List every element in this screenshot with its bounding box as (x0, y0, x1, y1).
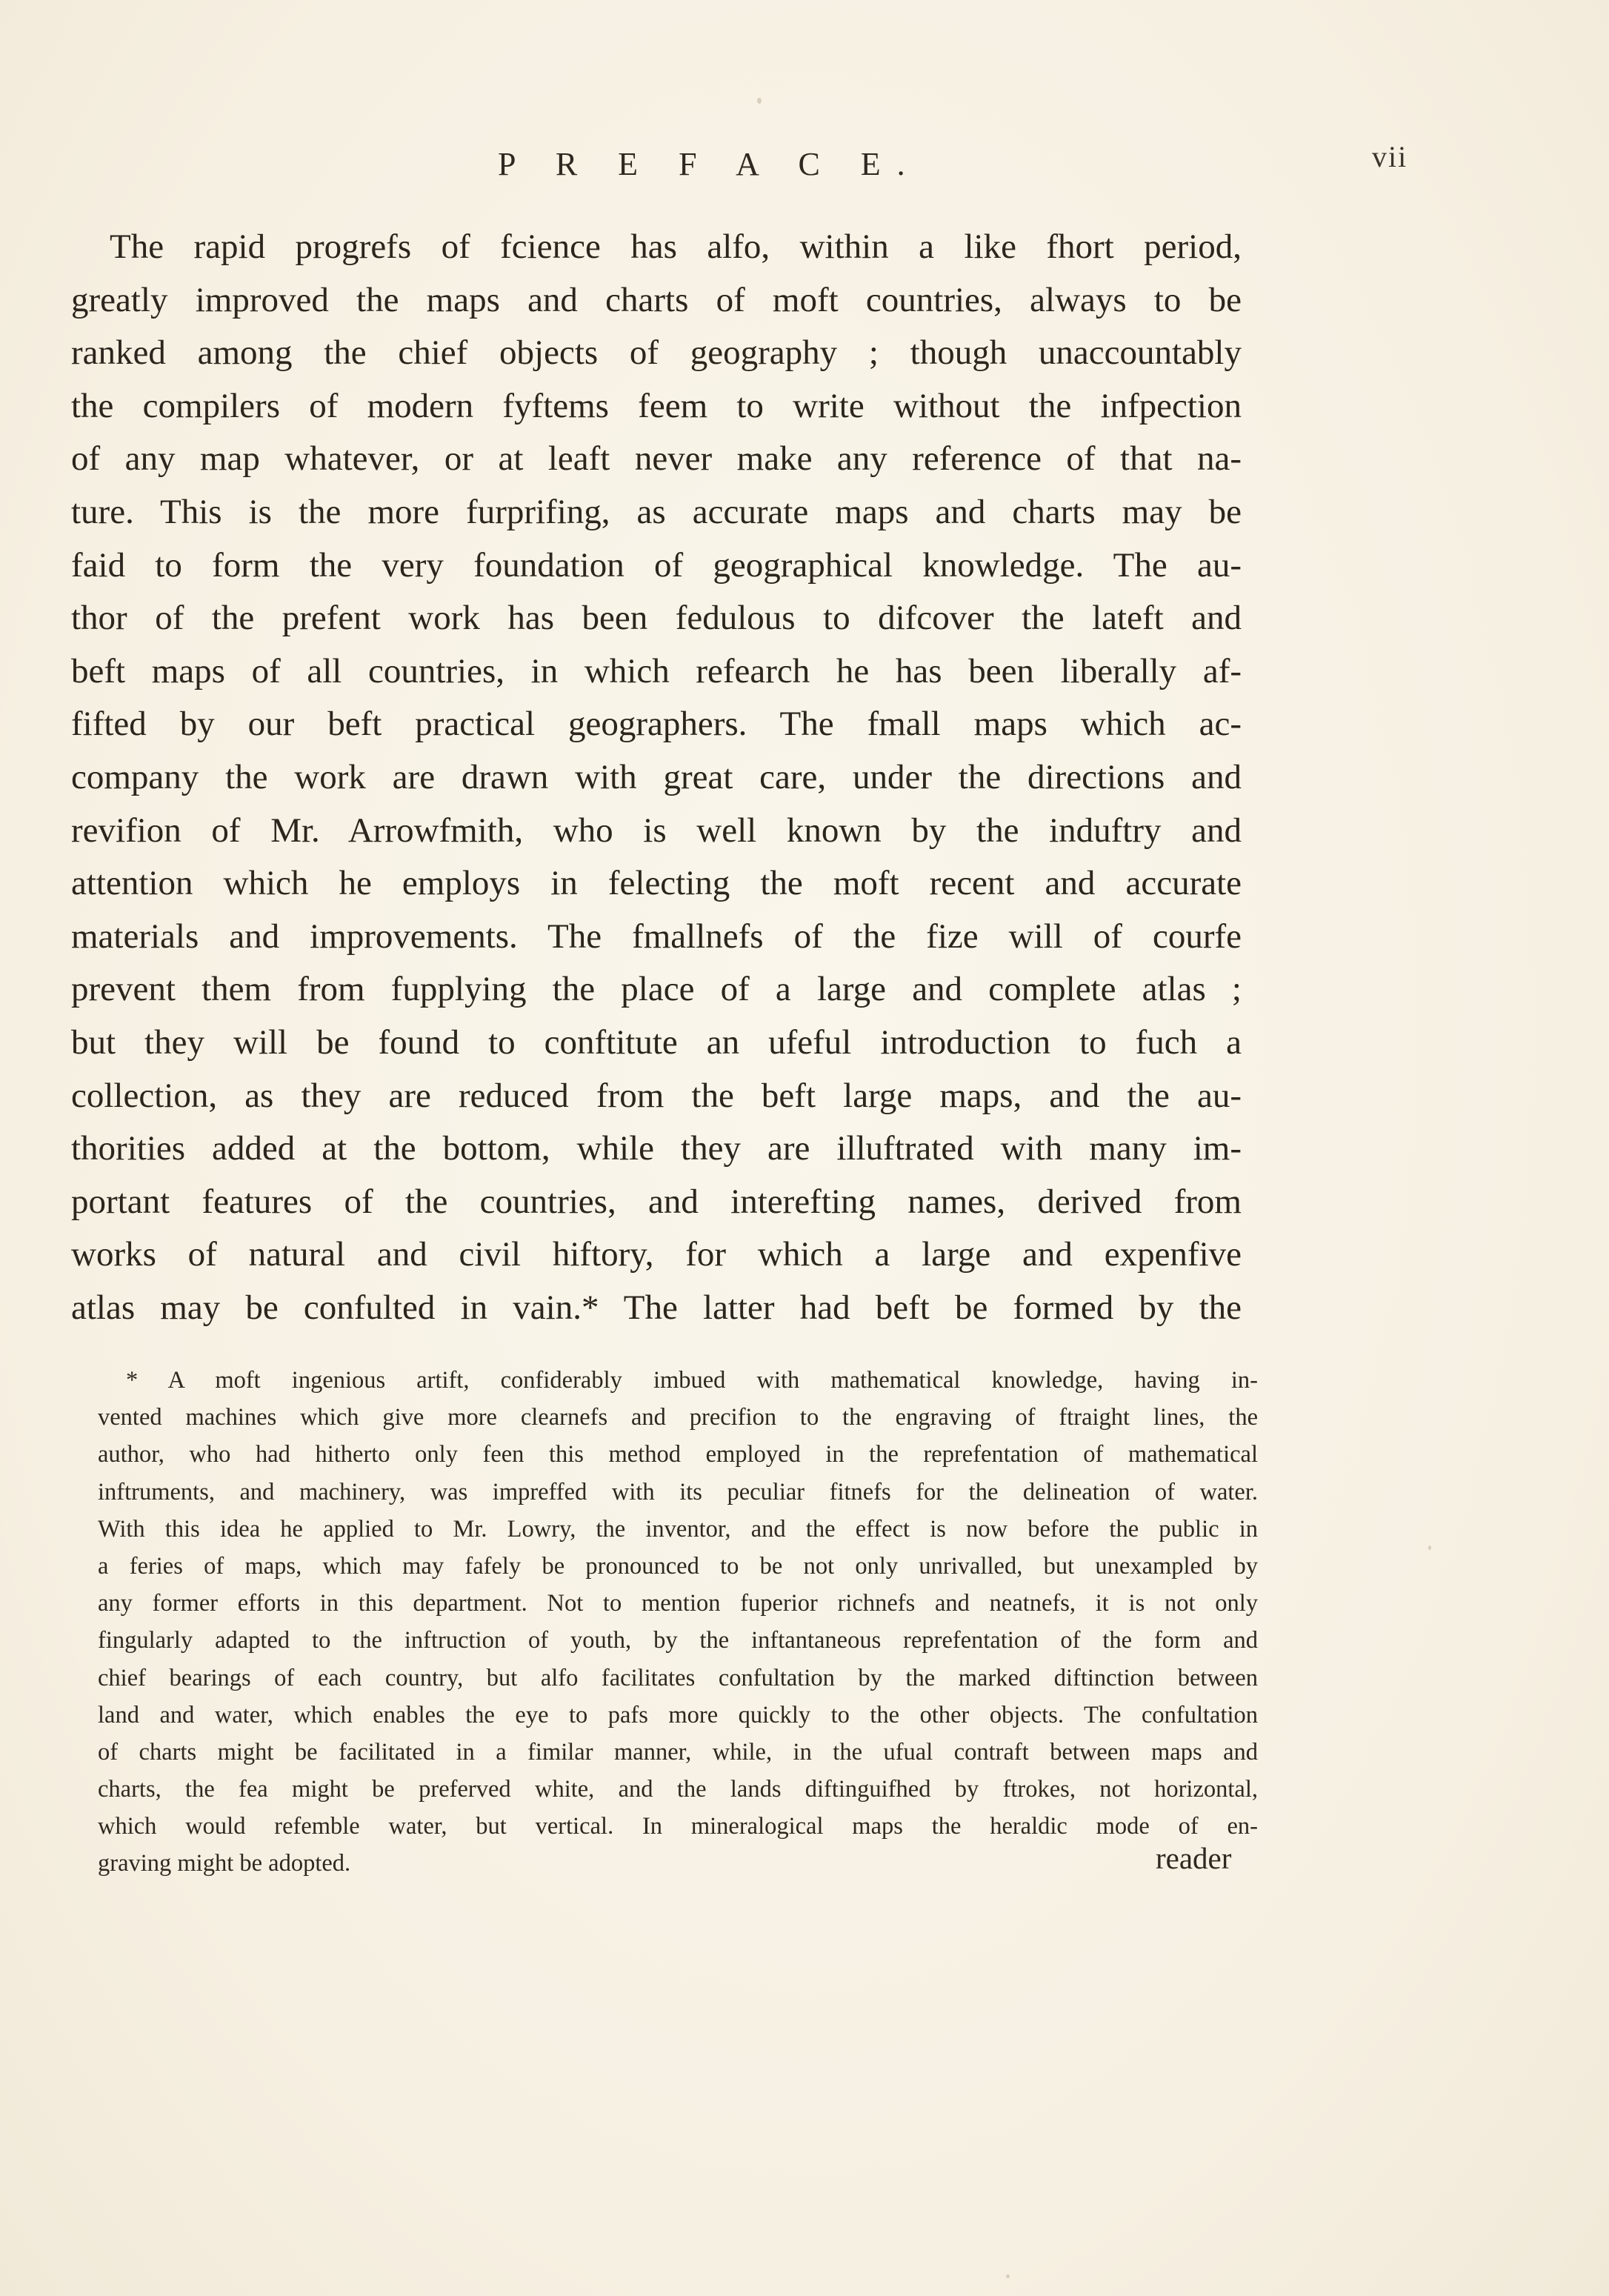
body-line: portant features of the countries, and interefting names, derived from (71, 1182, 1242, 1221)
paper-speck (1006, 2275, 1010, 2278)
running-title: P R E F A C E. (498, 146, 922, 182)
body-line: attention which he employs in felecting the moft recent and accurate (71, 864, 1242, 903)
footnote (98, 1362, 1258, 1883)
body-text (71, 221, 1242, 1334)
body-line: thor of the prefent work has been fedulous to difcover the lateft and (71, 599, 1242, 638)
body-line: works of natural and civil hiftory, for which a large and expenfive (71, 1235, 1242, 1274)
footnote-line: of charts might be facilitated in a fimilar manner, while, in the ufual contraft between maps and (98, 1738, 1258, 1766)
footnote-line: land and water, which enables the eye to pafs more quickly to the other objects. The confultation (98, 1701, 1258, 1728)
page-number: vii (1372, 140, 1408, 173)
body-line: the compilers of modern fyftems feem to write without the infpection (71, 386, 1242, 425)
footnote-line: fingularly adapted to the inftruction of youth, by the inftantaneous reprefentation of the form and (98, 1627, 1258, 1654)
footnote-line: chief bearings of each country, but alfo facilitates confultation by the marked diftinction between (98, 1664, 1258, 1691)
body-line: faid to form the very foundation of geographical knowledge. The au- (71, 545, 1242, 585)
footnote-line: graving might be adopted. (98, 1850, 351, 1877)
body-line: The rapid progrefs of fcience has alfo, within a like fhort period, (110, 227, 1242, 266)
footnote-line: * A moft ingenious artift, confiderably imbued with mathematical knowledge, having in- (126, 1367, 1258, 1394)
body-line: but they will be found to conftitute an ufeful introduction to fuch a (71, 1022, 1242, 1062)
footnote-line: author, who had hitherto only feen this method employed in the reprefentation of mathematical (98, 1441, 1258, 1468)
body-line: thorities added at the bottom, while they are illuftrated with many im- (71, 1129, 1242, 1168)
body-line: fifted by our beft practical geographers. The fmall maps which ac- (71, 705, 1242, 744)
body-line: materials and improvements. The fmallnefs of the fize will of courfe (71, 916, 1242, 956)
body-line: of any map whatever, or at leaft never make any reference of that na- (71, 439, 1242, 479)
footnote-line: charts, the fea might be preferved white, and the lands diftinguifhed by ftrokes, not horizontal, (98, 1776, 1258, 1803)
paper-speck (1428, 1545, 1431, 1550)
body-line: prevent them from fupplying the place of a large and complete atlas ; (71, 970, 1242, 1009)
footnote-line: inftruments, and machinery, was impreffed with its peculiar fitnefs for the delineation of water. (98, 1478, 1258, 1505)
footnote-line: With this idea he applied to Mr. Lowry, the inventor, and the effect is now before the public in (98, 1515, 1258, 1543)
body-line: collection, as they are reduced from the beft large maps, and the au- (71, 1076, 1242, 1115)
footnote-line: a feries of maps, which may fafely be pronounced to be not only unrivalled, but unexampled by (98, 1552, 1258, 1580)
body-line: ture. This is the more furprifing, as accurate maps and charts may be (71, 492, 1242, 531)
body-line: ranked among the chief objects of geography ; though unaccountably (71, 333, 1242, 373)
paper-speck (757, 98, 762, 104)
body-line: beft maps of all countries, in which refearch he has been liberally af- (71, 651, 1242, 691)
footnote-line: which would refemble water, but vertical. In mineralogical maps the heraldic mode of en- (98, 1813, 1258, 1840)
body-line: company the work are drawn with great care, under the directions and (71, 757, 1242, 796)
body-line: revifion of Mr. Arrowfmith, who is well known by the induftry and (71, 811, 1242, 850)
footnote-line: any former efforts in this department. Not to mention fuperior richnefs and neatnefs, it is not only (98, 1590, 1258, 1617)
catchword: reader (1156, 1841, 1232, 1875)
body-line: greatly improved the maps and charts of moft countries, always to be (71, 280, 1242, 319)
body-line: atlas may be confulted in vain.* The latter had beft be formed by the (71, 1288, 1242, 1327)
footnote-line: vented machines which give more clearnefs and precifion to the engraving of ftraight lines, the (98, 1404, 1258, 1431)
